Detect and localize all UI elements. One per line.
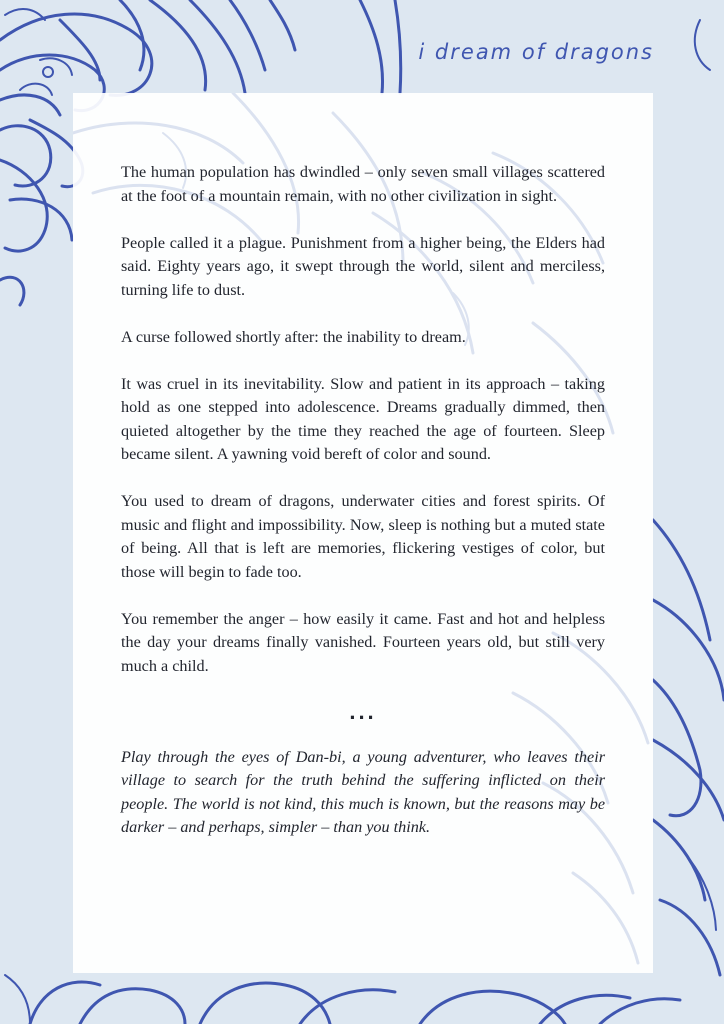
- story-text: [121, 161, 605, 863]
- paragraph: The human population has dwindled – only seven small villages scattered at the foot of a mountain remain, with no other civilization in sight.: [121, 163, 605, 205]
- paragraph: It was cruel in its inevitability. Slow and patient in its approach – taking hold as one stepped into adolescence. Dreams gradually dimmed, then quieted altogether by the time they reached the age of fourteen. Sleep became silent. A yawning void bereft of color and sound.: [121, 374, 605, 463]
- paragraph: You remember the anger – how easily it came. Fast and hot and helpless the day your dreams finally vanished. Fourteen years old, but still very much a child.: [121, 609, 605, 675]
- paragraph: You used to dream of dragons, underwater cities and forest spirits. Of music and flight and impossibility. Now, sleep is nothing but a muted state of being. All that is left are memories, flickering vestiges of color, but those will begin to fade too.: [121, 492, 605, 581]
- italic-summary: Play through the eyes of Dan-bi, a young adventurer, who leaves their village to search for the truth behind the suffering inflicted on their people. The world is not kind, this much is known, but the reasons may be darker – and perhaps, simpler – than you think.: [121, 747, 605, 836]
- page-title: i dream of dragons: [418, 40, 654, 64]
- paragraph: A curse followed shortly after: the inability to dream.: [121, 327, 466, 346]
- content-card: [73, 93, 653, 973]
- section-separator: ...: [349, 698, 377, 724]
- paragraph: People called it a plague. Punishment from a higher being, the Elders had said. Eighty years ago, it swept through the world, silent and merciless, turning life to dust.: [121, 233, 605, 299]
